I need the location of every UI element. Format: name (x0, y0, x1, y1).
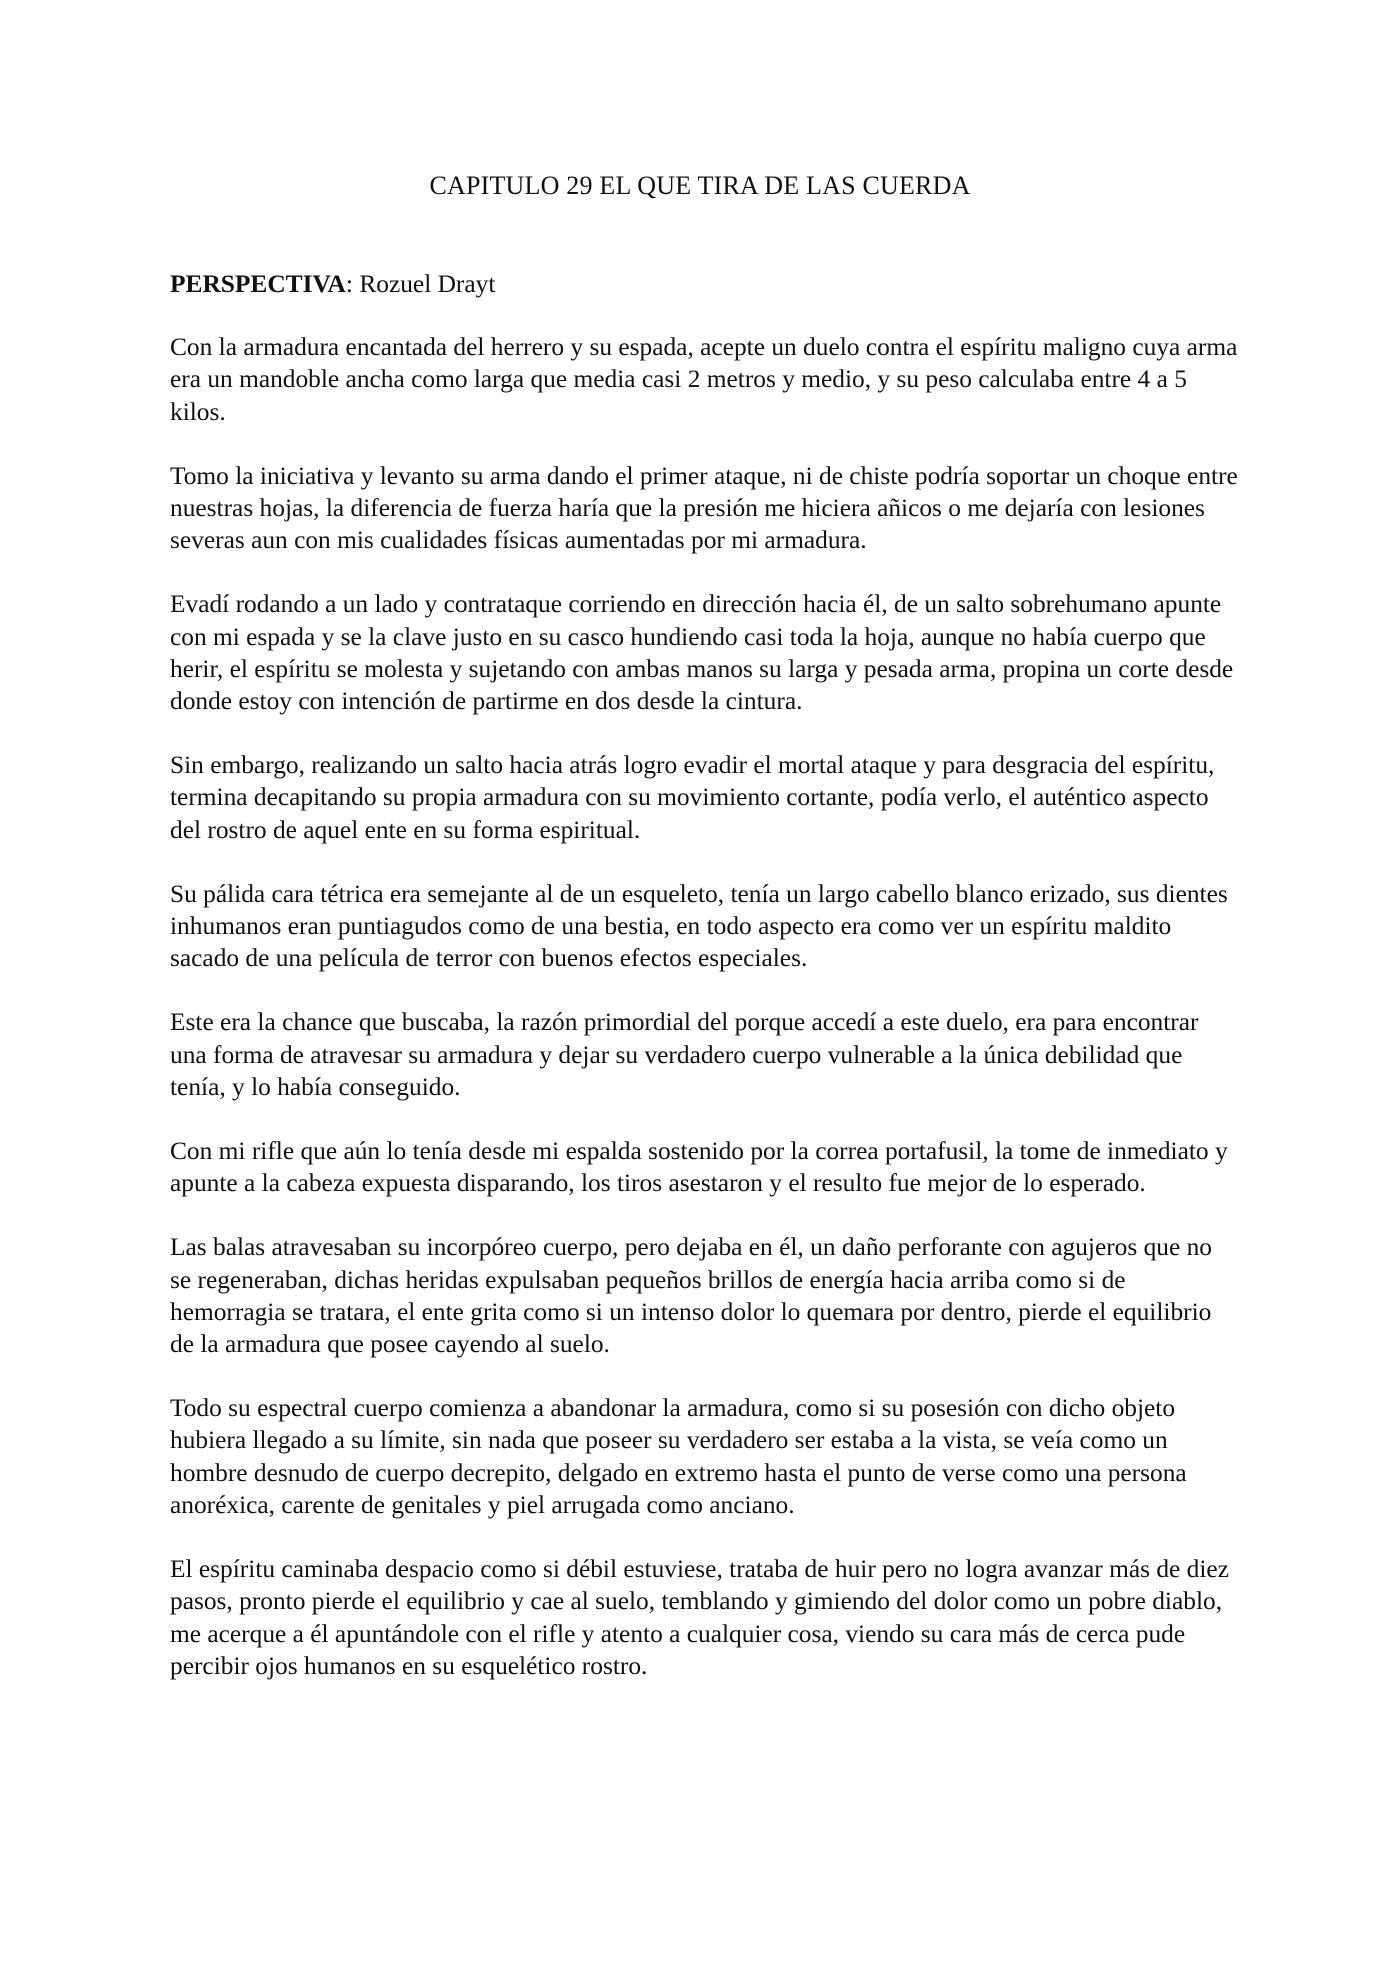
paragraph: Con mi rifle que aún lo tenía desde mi espalda sostenido por la correa portafusil, la tome de inmediato y apunte a la cabeza expuesta disparando, los tiros asestaron y el resulto fue mejor de lo esperado. (170, 1137, 1228, 1198)
paragraph: Este era la chance que buscaba, la razón primordial del porque accedí a este duelo, era para encontrar una forma de atravesar su armadura y dejar su verdadero cuerpo vulnerable a la única debilidad que tenía, y lo había conseguido. (170, 1008, 1199, 1101)
paragraph: Las balas atravesaban su incorpóreo cuerpo, pero dejaba en él, un daño perforante con agujeros que no se regeneraban, dichas heridas expulsaban pequeños brillos de energía hacia arriba como si de hemorragia se tratara, el ente grita como si un intenso dolor lo quemara por dentro, pierde el equilibrio de la armadura que posee cayendo al suelo. (170, 1233, 1212, 1359)
perspective-name: Rozuel Drayt (359, 270, 496, 298)
paragraph: Evadí rodando a un lado y contrataque corriendo en dirección hacia él, de un salto sobrehumano apunte con mi espada y se la clave justo en su casco hundiendo casi toda la hoja, aunque no había cuerpo que herir, el espíritu se molesta y sujetando con ambas manos su larga y pesada arma, propina un corte desde donde estoy con intención de partirme en dos desde la cintura. (170, 590, 1234, 716)
paragraph: Con la armadura encantada del herrero y su espada, acepte un duelo contra el espíritu maligno cuya arma era un mandoble ancha como larga que media casi 2 metros y medio, y su peso calculaba entre 4 a 5 kilos. (170, 333, 1238, 426)
perspective-line (170, 268, 1238, 300)
chapter-title: CAPITULO 29 EL QUE TIRA DE LAS CUERDA (429, 171, 971, 200)
paragraph: Su pálida cara tétrica era semejante al de un esqueleto, tenía un largo cabello blanco erizado, sus dientes inhumanos eran puntiagudos como de una bestia, en todo aspecto era como ver un espíritu maldito sacado de una película de terror con buenos efectos especiales. (170, 879, 1228, 973)
paragraph: Tomo la iniciativa y levanto su arma dando el primer ataque, ni de chiste podría soportar un choque entre nuestras hojas, la diferencia de fuerza haría que la presión me hiciera añicos o me dejaría con lesiones severas aun con mis cualidades físicas aumentadas por mi armadura. (170, 461, 1238, 555)
paragraph: Sin embargo, realizando un salto hacia atrás logro evadir el mortal ataque y para desgracia del espíritu, termina decapitando su propia armadura con su movimiento cortante, podía verlo, el auténtico aspecto del rostro de aquel ente en su forma espiritual. (170, 751, 1215, 844)
perspective-separator: : (345, 270, 353, 298)
perspective-label: PERSPECTIVA (170, 270, 346, 298)
paragraph: El espíritu caminaba despacio como si débil estuviese, trataba de huir pero no logra avanzar más de diez pasos, pronto pierde el equilibrio y cae al suelo, temblando y gimiendo del dolor como un pobre diablo, me acerque a él apuntándole con el rifle y atento a cualquier cosa, viendo su cara más de cerca pude percibir ojos humanos en su esquelético rostro. (170, 1555, 1229, 1680)
paragraph: Todo su espectral cuerpo comienza a abandonar la armadura, como si su posesión con dicho objeto hubiera llegado a su límite, sin nada que poseer su verdadero ser estaba a la vista, se veía como un hombre desnudo de cuerpo decrepito, delgado en extremo hasta el punto de verse como una persona anoréxica, carente de genitales y piel arrugada como anciano. (170, 1394, 1187, 1519)
chapter-body (170, 268, 1238, 1714)
